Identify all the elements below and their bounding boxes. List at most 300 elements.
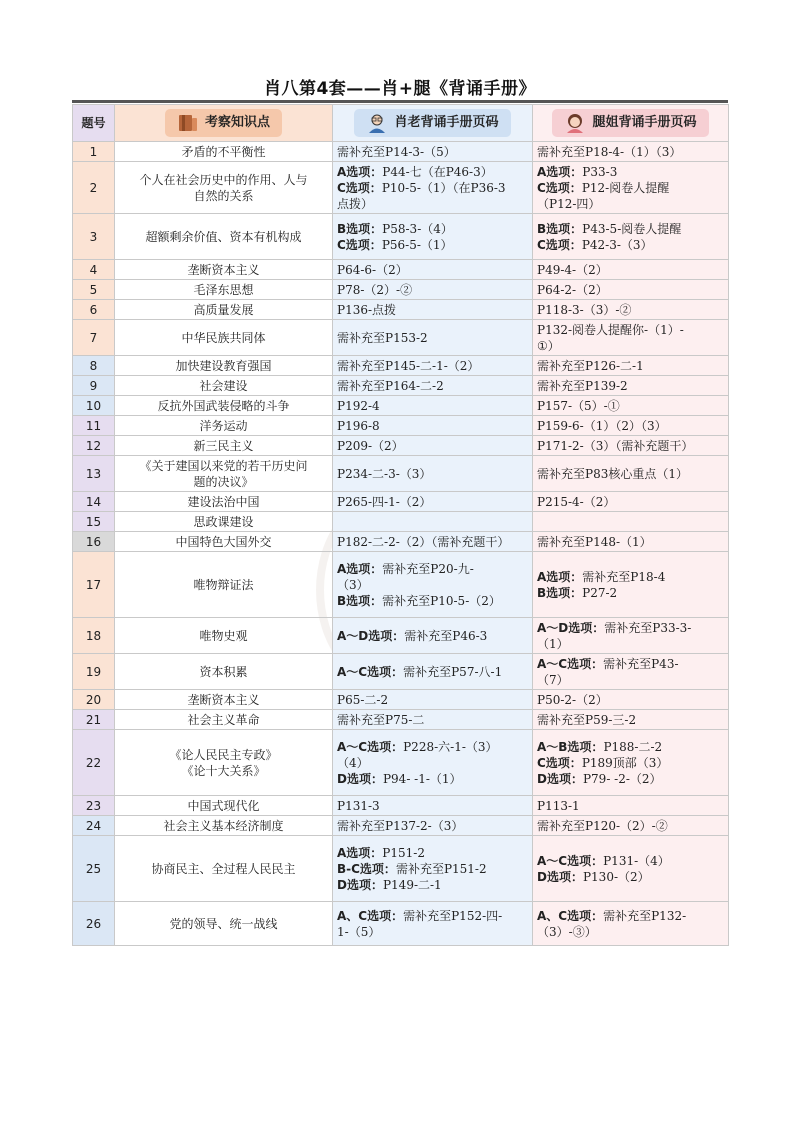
row-number: 17 (73, 552, 115, 618)
page-reference: P44-七（在P46-3） (382, 164, 493, 179)
xiao-page-line (337, 164, 528, 180)
page-reference: P50-2-（2） (537, 692, 608, 707)
tui-page-line (537, 755, 724, 771)
xiao-page-cell (333, 436, 533, 456)
xiao-page-cell (333, 796, 533, 816)
header-tui-label: 腿姐背诵手册页码 (592, 114, 697, 130)
knowledge-point-text: 题的决议》 (193, 474, 254, 489)
page-reference: P192-4 (337, 398, 380, 413)
title-rule (72, 100, 728, 103)
table-row (73, 710, 729, 730)
tui-page-cell (533, 280, 729, 300)
xiao-page-line (337, 577, 528, 593)
tui-page-cell (533, 356, 729, 376)
xiao-page-line (337, 438, 528, 454)
option-label: A、C选项： (537, 908, 604, 923)
tui-page-line (537, 569, 724, 585)
option-label: A选项： (337, 561, 383, 576)
row-number: 7 (73, 320, 115, 356)
page-reference: P27-2 (582, 585, 618, 600)
xiao-page-line (337, 180, 528, 196)
xiao-page-line (337, 845, 528, 861)
tui-page-cell (533, 796, 729, 816)
tui-page-line (537, 438, 724, 454)
page-reference: P49-4-（2） (537, 262, 608, 277)
page-reference: 需补充至P132- (603, 908, 687, 923)
tui-page-cell (533, 710, 729, 730)
page-reference: P182-二-2-（2）（需补充题干） (337, 534, 510, 549)
page-reference: P79- -2-（2） (582, 771, 662, 786)
page-reference: 需补充至P139-2 (537, 378, 628, 393)
tui-page-cell (533, 300, 729, 320)
page-reference: P64-6-（2） (337, 262, 408, 277)
xiao-page-line (337, 466, 528, 482)
xiao-page-cell (333, 902, 533, 946)
table-row (73, 214, 729, 260)
table-row (73, 836, 729, 902)
knowledge-point-text: 《论人民民主专政》 (169, 747, 278, 762)
option-label: A～D选项： (537, 620, 605, 635)
knowledge-point-text: 社会建设 (199, 378, 248, 393)
teacher-avatar-icon (366, 112, 388, 134)
option-label: A～C选项： (537, 853, 604, 868)
page-reference: P189顶部（3） (581, 755, 669, 770)
option-label: A、C选项： (337, 908, 404, 923)
table-row (73, 456, 729, 492)
knowledge-point-text: 《论十大关系》 (181, 763, 266, 778)
xiao-page-line (337, 221, 528, 237)
xiao-page-cell (333, 300, 533, 320)
option-label: D选项： (337, 877, 383, 892)
tui-page-line (537, 656, 724, 672)
row-number: 20 (73, 690, 115, 710)
xiao-page-cell (333, 214, 533, 260)
option-label: C选项： (537, 180, 582, 195)
knowledge-point-text: 唯物辩证法 (193, 577, 254, 592)
knowledge-point-cell (115, 300, 333, 320)
tui-page-cell (533, 376, 729, 396)
handbook-table (72, 104, 729, 946)
option-label: B选项： (537, 221, 583, 236)
header-knowledge-point (115, 105, 333, 142)
page-reference: P159-6-（1）（2）（3） (537, 418, 667, 433)
page-reference: P58-3-（4） (382, 221, 453, 236)
tui-page-line (537, 853, 724, 869)
header-tui-pill (552, 109, 708, 137)
row-number: 16 (73, 532, 115, 552)
xiao-page-line (337, 237, 528, 253)
option-label: A～D选项： (337, 628, 405, 643)
xiao-page-cell (333, 416, 533, 436)
knowledge-point-text: 中国式现代化 (187, 798, 260, 813)
page-reference: P33-3 (582, 164, 618, 179)
page-reference: 需补充至P43- (603, 656, 679, 671)
xiao-page-cell (333, 836, 533, 902)
page-reference: 需补充至P120-（2）-② (537, 818, 668, 833)
page-reference: 需补充至P152-四- (403, 908, 503, 923)
page-reference: 需补充至P164-二-2 (337, 378, 444, 393)
tui-page-cell (533, 552, 729, 618)
page-reference: （3）-③） (537, 924, 597, 939)
knowledge-point-text: 建设法治中国 (187, 494, 260, 509)
xiao-page-cell (333, 260, 533, 280)
tui-page-line (537, 358, 724, 374)
knowledge-point-cell (115, 492, 333, 512)
xiao-page-cell (333, 552, 533, 618)
page-reference: P136-点拨 (337, 302, 397, 317)
table-row (73, 320, 729, 356)
row-number: 24 (73, 816, 115, 836)
option-label: A选项： (337, 164, 383, 179)
table-row (73, 300, 729, 320)
knowledge-point-cell (115, 690, 333, 710)
knowledge-point-text: 新三民主义 (193, 438, 254, 453)
tui-page-cell (533, 260, 729, 280)
xiao-page-line (337, 196, 528, 212)
option-label: A选项： (537, 164, 583, 179)
row-number: 21 (73, 710, 115, 730)
table-row (73, 280, 729, 300)
option-label: C选项： (537, 755, 582, 770)
xiao-page-line (337, 302, 528, 318)
page-reference: 需补充至P59-三-2 (537, 712, 637, 727)
option-label: D选项： (537, 771, 583, 786)
tui-page-line (537, 818, 724, 834)
row-number: 3 (73, 214, 115, 260)
tui-page-cell (533, 142, 729, 162)
knowledge-point-text: 高质量发展 (193, 302, 254, 317)
option-label: D选项： (537, 869, 583, 884)
row-number: 13 (73, 456, 115, 492)
row-number: 9 (73, 376, 115, 396)
xiao-page-line (337, 798, 528, 814)
row-number: 25 (73, 836, 115, 902)
table-row (73, 260, 729, 280)
row-number: 10 (73, 396, 115, 416)
page-reference: 需补充至P33-3- (604, 620, 692, 635)
tui-page-line (537, 338, 724, 354)
xiao-page-line (337, 561, 528, 577)
tui-page-line (537, 302, 724, 318)
page-title: 肖八第4套——肖+腿《背诵手册》 (263, 79, 537, 99)
xiao-page-line (337, 398, 528, 414)
page-reference: 需补充至P83核心重点（1） (537, 466, 688, 481)
xiao-page-cell (333, 280, 533, 300)
row-number: 1 (73, 142, 115, 162)
page-reference: P149-二-1 (382, 877, 442, 892)
knowledge-point-cell (115, 436, 333, 456)
tui-page-line (537, 636, 724, 652)
row-number: 19 (73, 654, 115, 690)
tui-page-line (537, 221, 724, 237)
page-reference: P118-3-（3）-② (537, 302, 632, 317)
knowledge-point-cell (115, 532, 333, 552)
tui-page-cell (533, 816, 729, 836)
table-row (73, 532, 729, 552)
page-reference: P196-8 (337, 418, 380, 433)
page-reference: 需补充至P18-4 (582, 569, 666, 584)
knowledge-point-text: 个人在社会历史中的作用、人与 (139, 172, 308, 187)
page-reference: 需补充至P153-2 (337, 330, 428, 345)
xiao-page-line (337, 739, 528, 755)
knowledge-point-cell (115, 280, 333, 300)
page-reference: P228-六-1-（3） (403, 739, 498, 754)
xiao-page-line (337, 664, 528, 680)
row-number: 2 (73, 162, 115, 214)
row-number: 26 (73, 902, 115, 946)
xiao-page-line (337, 861, 528, 877)
tui-page-cell (533, 654, 729, 690)
tui-page-cell (533, 456, 729, 492)
xiao-page-line (337, 534, 528, 550)
page-reference: 需补充至P14-3-（5） (337, 144, 456, 159)
tui-page-line (537, 869, 724, 885)
page-reference: 需补充至P126-二-1 (537, 358, 644, 373)
page-reference: 需补充至P10-5-（2） (382, 593, 501, 608)
page-reference: （4） (337, 755, 369, 770)
xiao-page-cell (333, 690, 533, 710)
xiao-page-cell (333, 618, 533, 654)
header-xiao (333, 105, 533, 142)
knowledge-point-cell (115, 902, 333, 946)
knowledge-point-text: 党的领导、统一战线 (169, 916, 278, 931)
knowledge-point-cell (115, 356, 333, 376)
table-header-row (73, 105, 729, 142)
xiao-page-line (337, 712, 528, 728)
tui-page-line (537, 534, 724, 550)
xiao-page-line (337, 330, 528, 346)
table-row (73, 730, 729, 796)
page-reference: P65-二-2 (337, 692, 389, 707)
row-number: 4 (73, 260, 115, 280)
knowledge-point-cell (115, 456, 333, 492)
row-number: 22 (73, 730, 115, 796)
table-row (73, 618, 729, 654)
row-number: 23 (73, 796, 115, 816)
option-label: C选项： (337, 180, 382, 195)
knowledge-point-text: 毛泽东思想 (193, 282, 254, 297)
tui-page-line (537, 908, 724, 924)
xiao-page-cell (333, 162, 533, 214)
knowledge-point-cell (115, 710, 333, 730)
knowledge-point-cell (115, 396, 333, 416)
table-row (73, 492, 729, 512)
table-row (73, 654, 729, 690)
knowledge-point-cell (115, 512, 333, 532)
header-number: 题号 (73, 105, 115, 142)
xiao-page-line (337, 692, 528, 708)
table-row (73, 552, 729, 618)
page-reference: P265-四-1-（2） (337, 494, 432, 509)
option-label: B选项： (537, 585, 583, 600)
option-label: A～C选项： (337, 739, 404, 754)
table-row (73, 816, 729, 836)
page-reference: 需补充至P46-3 (404, 628, 488, 643)
knowledge-point-text: 自然的关系 (193, 188, 254, 203)
page-reference: 需补充至P20-九- (382, 561, 474, 576)
tui-page-cell (533, 618, 729, 654)
header-kp-label: 考察知识点 (204, 114, 270, 130)
xiao-page-line (337, 144, 528, 160)
header-kp-pill (165, 109, 282, 137)
xiao-page-line (337, 418, 528, 434)
knowledge-point-cell (115, 416, 333, 436)
page-reference: P157-（5）-① (537, 398, 620, 413)
tui-page-cell (533, 162, 729, 214)
knowledge-point-text: 垄断资本主义 (187, 262, 260, 277)
table-row (73, 902, 729, 946)
xiao-page-line (337, 908, 528, 924)
table-row (73, 416, 729, 436)
row-number: 18 (73, 618, 115, 654)
xiao-page-line (337, 755, 528, 771)
row-number: 15 (73, 512, 115, 532)
tui-page-line (537, 237, 724, 253)
knowledge-point-cell (115, 836, 333, 902)
knowledge-point-text: 加快建设教育强国 (175, 358, 272, 373)
tui-page-cell (533, 320, 729, 356)
knowledge-point-cell (115, 376, 333, 396)
row-number: 11 (73, 416, 115, 436)
page-reference: 需补充至P151-2 (395, 861, 487, 876)
tui-page-line (537, 196, 724, 212)
xiao-page-cell (333, 356, 533, 376)
knowledge-point-text: 垄断资本主义 (187, 692, 260, 707)
xiao-page-cell (333, 492, 533, 512)
xiao-page-cell (333, 376, 533, 396)
tui-page-line (537, 282, 724, 298)
tui-page-line (537, 798, 724, 814)
xiao-page-cell (333, 730, 533, 796)
tui-page-cell (533, 512, 729, 532)
tui-page-line (537, 466, 724, 482)
xiao-page-line (337, 924, 528, 940)
page-reference: P131-（4） (603, 853, 670, 868)
page-reference: P94- -1-（1） (382, 771, 462, 786)
xiao-page-line (337, 378, 528, 394)
option-label: C选项： (337, 237, 382, 252)
knowledge-point-text: 唯物史观 (199, 628, 248, 643)
page-reference: P42-3-（3） (581, 237, 653, 252)
xiao-page-line (337, 818, 528, 834)
page-reference: ①） (537, 338, 560, 353)
xiao-page-line (337, 771, 528, 787)
table-row (73, 396, 729, 416)
tui-page-line (537, 378, 724, 394)
page-reference: 需补充至P137-2-（3） (337, 818, 464, 833)
knowledge-point-text: 洋务运动 (199, 418, 248, 433)
page-reference: P43-5-阅卷人提醒 (582, 221, 682, 236)
page-reference: 需补充至P18-4-（1）（3） (537, 144, 682, 159)
page-reference: （1） (537, 636, 569, 651)
tui-page-cell (533, 730, 729, 796)
xiao-page-cell (333, 710, 533, 730)
tui-page-cell (533, 690, 729, 710)
xiao-page-line (337, 262, 528, 278)
xiao-page-line (337, 282, 528, 298)
xiao-page-line (337, 593, 528, 609)
xiao-page-cell (333, 512, 533, 532)
page-reference: 点拨） (337, 196, 374, 211)
table-row (73, 796, 729, 816)
knowledge-point-cell (115, 618, 333, 654)
page-reference: P64-2-（2） (537, 282, 608, 297)
knowledge-point-text: 资本积累 (199, 664, 248, 679)
knowledge-point-text: 社会主义革命 (187, 712, 260, 727)
page-reference: 需补充至P145-二-1-（2） (337, 358, 480, 373)
book-icon (177, 112, 199, 134)
option-label: A～B选项： (537, 739, 604, 754)
xiao-page-line (337, 494, 528, 510)
page-reference: P56-5-（1） (381, 237, 453, 252)
table-row (73, 376, 729, 396)
xiao-page-cell (333, 532, 533, 552)
xiao-page-cell (333, 396, 533, 416)
table-row (73, 512, 729, 532)
knowledge-point-cell (115, 816, 333, 836)
tui-page-line (537, 398, 724, 414)
page-reference: P171-2-（3）（需补充题干） (537, 438, 694, 453)
tui-page-line (537, 494, 724, 510)
knowledge-point-text: 协商民主、全过程人民民主 (151, 861, 296, 876)
page-reference: P78-（2）-② (337, 282, 413, 297)
page-reference: P113-1 (537, 798, 580, 813)
knowledge-point-cell (115, 162, 333, 214)
page-reference: P12-阅卷人提醒 (581, 180, 670, 195)
tui-page-line (537, 739, 724, 755)
page-reference: P10-5-（1）（在P36-3 (381, 180, 506, 195)
tui-page-cell (533, 416, 729, 436)
header-xiao-pill (354, 109, 510, 137)
knowledge-point-cell (115, 552, 333, 618)
tui-page-line (537, 620, 724, 636)
table-row (73, 690, 729, 710)
tui-page-cell (533, 436, 729, 456)
row-number: 8 (73, 356, 115, 376)
option-label: A选项： (337, 845, 383, 860)
knowledge-point-cell (115, 214, 333, 260)
tui-page-cell (533, 396, 729, 416)
option-label: B-C选项： (337, 861, 396, 876)
xiao-page-cell (333, 654, 533, 690)
option-label: C选项： (537, 237, 582, 252)
table-row (73, 142, 729, 162)
xiao-page-cell (333, 816, 533, 836)
tui-page-line (537, 692, 724, 708)
girl-avatar-icon (564, 112, 586, 134)
page-reference: （7） (537, 672, 569, 687)
knowledge-point-text: 中国特色大国外交 (175, 534, 272, 549)
tui-page-line (537, 262, 724, 278)
knowledge-point-cell (115, 730, 333, 796)
page-reference: P209-（2） (337, 438, 404, 453)
table-row (73, 162, 729, 214)
page-reference: 1-（5） (337, 924, 381, 939)
tui-page-line (537, 180, 724, 196)
row-number: 12 (73, 436, 115, 456)
xiao-page-line (337, 877, 528, 893)
page-reference: 需补充至P75-二 (337, 712, 425, 727)
xiao-page-line (337, 628, 528, 644)
knowledge-point-text: 《关于建国以来党的若干历史问 (139, 458, 308, 473)
knowledge-point-text: 中华民族共同体 (181, 330, 266, 345)
page-reference: P151-2 (382, 845, 425, 860)
page-reference: （P12-四） (537, 196, 601, 211)
row-number: 6 (73, 300, 115, 320)
knowledge-point-cell (115, 260, 333, 280)
page-reference: P132-阅卷人提醒你-（1）- (537, 322, 684, 337)
header-xiao-label: 肖老背诵手册页码 (394, 114, 499, 130)
